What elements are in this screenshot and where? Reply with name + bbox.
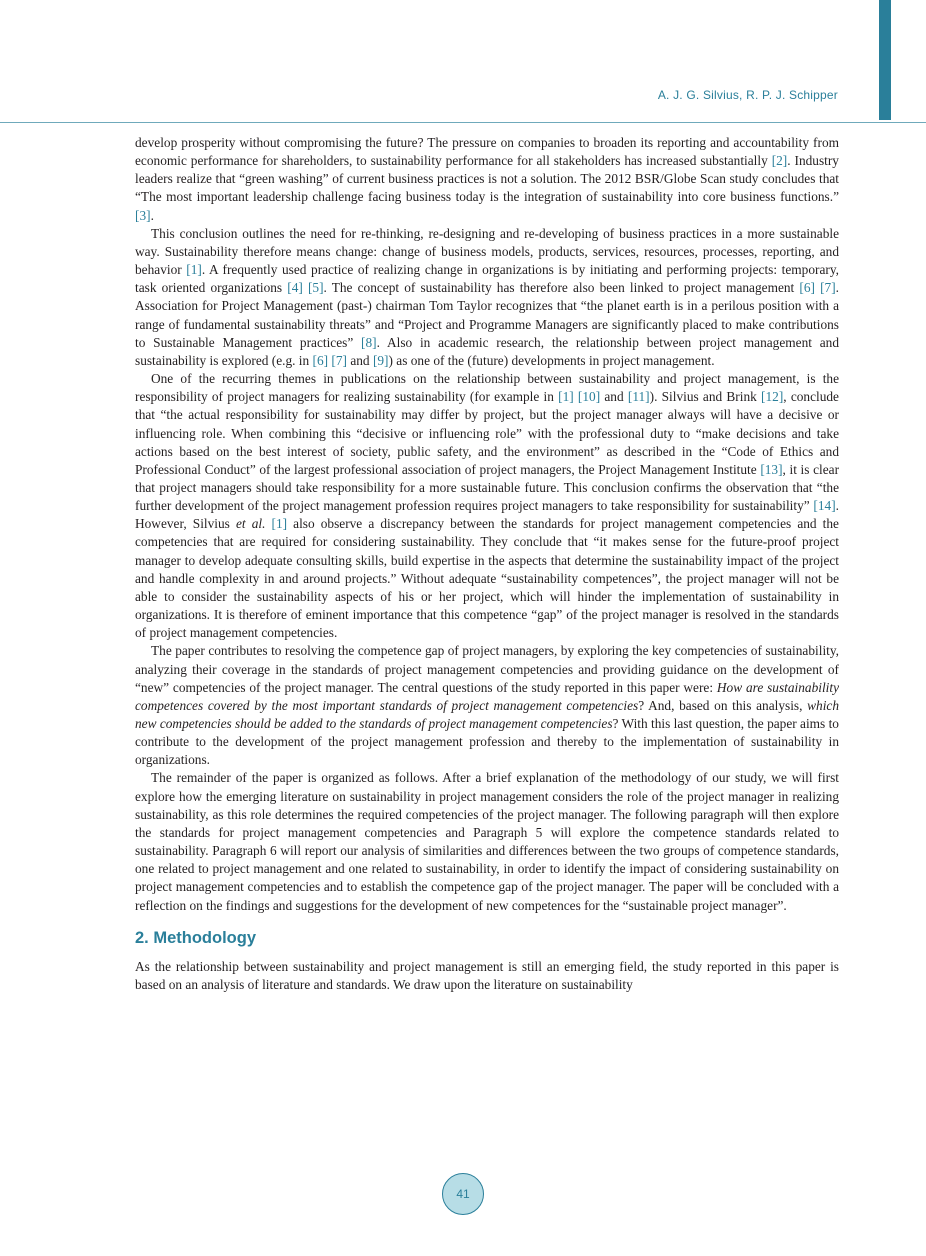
text-run: , conclude that “the actual responsibility for sustainability may differ by project, but the project manager always will have a decisive or influencing role. When combining this “decisive or influencing role” with the professional duty to “make decisions and take actions based on the best interest of society, public safety, and the environment” as described in the “Code of Ethics and Professional Conduct” of the largest professional association of project managers, the Project Management Institute	[135, 389, 839, 477]
citation-link[interactable]: [14]	[813, 498, 836, 514]
text-run: The paper contributes to resolving the competence gap of project managers, by exploring the key competencies of sustainability, analyzing their coverage in the standards of project management competencies and providing guidance on the development of “new” competencies of the project manager. The central questions of the study reported in this paper were:	[135, 643, 839, 695]
text-run: As the relationship between sustainability and project management is still an emerging field, the study reported in this paper is based on an analysis of literature and standards. We draw upon the literature on sustainability	[135, 958, 839, 992]
text-run: ). Silvius and Brink	[649, 389, 762, 405]
citation-link[interactable]: [3]	[135, 207, 151, 223]
text-run: . A frequently used practice of realizing change in organizations is by initiating and performing projects: temporary, task oriented organizations	[135, 262, 839, 296]
text-run: also observe a discrepancy between the standards for project management competencies and the competencies that are required for considering sustainability. They conclude that “it makes sense for the future-proof project manager to develop adequate consulting skills, build expertise in the aspects that determine the sustainability impact of the project and handle complexity in and around projects.” Without adequate “sustainability competences”, the project manager will not be able to consider the sustainability aspects of his or her project, which will hinder the implementation of sustainability in organizations. It is therefore of eminent importance that this competence “gap” of the project manager is resolved in the standards of project management competencies.	[135, 516, 839, 641]
text-run: . Also in academic research, the relationship between project management and sustainability is explored (e.g. in	[135, 334, 839, 368]
paragraph-1	[135, 134, 839, 225]
page-number-badge	[442, 1173, 484, 1215]
text-run: . However, Silvius	[135, 498, 839, 532]
text-run: ? And, based on this analysis,	[638, 697, 808, 713]
citation-link[interactable]: [1]	[271, 516, 288, 532]
citation-link[interactable]: [10]	[577, 389, 601, 405]
text-run: ) as one of the (future) developments in project management.	[388, 352, 715, 368]
italic-text: et al.	[235, 516, 266, 532]
italic-text: How are sustainability competences covered by the most important standards of project management competencies	[135, 679, 839, 713]
body-text	[135, 134, 839, 994]
running-header-authors: A. J. G. Silvius, R. P. J. Schipper	[657, 88, 838, 102]
citation-link[interactable]: [5]	[307, 280, 324, 296]
citation-link[interactable]: [6]	[312, 352, 329, 368]
page-number: 41	[456, 1187, 470, 1201]
citation-link[interactable]: [6]	[799, 280, 815, 296]
paragraph-2	[135, 225, 839, 370]
citation-link[interactable]: [11]	[627, 389, 650, 405]
text-run: This conclusion outlines the need for re-thinking, re-designing and re-developing of business practices in a more sustainable way. Sustainability therefore means change: change of business models, products, services, resources, processes, reporting, and behavior	[135, 225, 839, 278]
text-run: . The concept of sustainability has therefore also been linked to project management	[323, 280, 800, 296]
text-run: , it is clear that project managers should take responsibility for a more sustainable future. This conclusion confirms the observation that “the further development of the project management profession requires project managers to take responsibility for sustainability”	[135, 461, 840, 514]
text-run: .	[150, 207, 154, 223]
citation-link[interactable]: [8]	[361, 334, 377, 350]
paragraph-4	[135, 642, 839, 769]
text-run: . Association for Project Management (past-) chairman Tom Taylor recognizes that “the planet earth is in a perilous position with a range of fundamental sustainability threats” and “Project and Programme Managers are significantly placed to make contributions to Sustainable Management practices”	[135, 280, 839, 350]
citation-link[interactable]: [2]	[771, 153, 788, 169]
citation-link[interactable]: [1]	[186, 262, 202, 278]
section-heading-methodology: 2. Methodology	[135, 928, 256, 947]
text-run: One of the recurring themes in publications on the relationship between sustainability and project management, is the responsibility of project managers for realizing sustainability (for example in	[135, 371, 839, 405]
paragraph-3	[135, 370, 839, 642]
paragraph-5	[135, 769, 839, 914]
text-run: The remainder of the paper is organized as follows. After a brief explanation of the methodology of our study, we will first explore how the emerging literature on sustainability in project management considers the role of the project manager in realizing sustainability, as this role determines the required competencies of the project manager. The following paragraph will then explore the standards for project management competencies and Paragraph 5 will explore the competence standards related to sustainability. Paragraph 6 will report our analysis of similarities and differences between the two groups of competence standards, one related to project management and one related to sustainability, in order to identify the impact of considering sustainability on project management competencies and to establish the competence gap of the project manager. The paper will be concluded with a reflection on the findings and suggestions for the development of new competences for the “sustainable project manager”.	[135, 770, 839, 913]
citation-link[interactable]: [12]	[761, 389, 784, 405]
paragraph-6	[135, 958, 839, 994]
text-run: and	[346, 352, 373, 368]
citation-link[interactable]: [9]	[372, 352, 389, 368]
citation-link[interactable]: [7]	[820, 280, 836, 296]
citation-link[interactable]: [13]	[760, 461, 783, 477]
header-accent-bar	[879, 0, 891, 120]
italic-text: which new competencies should be added to the standards of project management competencies	[135, 697, 839, 731]
text-run: ? With this last question, the paper aims to contribute to the development of the project management profession and thereby to the implementation of sustainability in organizations.	[135, 716, 839, 768]
text-run: develop prosperity without compromising the future? The pressure on companies to broaden its reporting and accountability from economic performance for shareholders, to sustainability performance for all stakeholders has increased substantially	[135, 135, 839, 169]
citation-link[interactable]: [7]	[331, 352, 347, 368]
text-run: and	[600, 389, 628, 405]
header-divider	[0, 122, 926, 123]
citation-link[interactable]: [1]	[558, 389, 574, 405]
text-run: . Industry leaders realize that “green washing” of current business practices is not a solution. The 2012 BSR/Globe Scan study concludes that “The most important leadership challenge facing business today is the integration of sustainability into core business functions.”	[135, 153, 839, 205]
citation-link[interactable]: [4]	[287, 280, 303, 296]
